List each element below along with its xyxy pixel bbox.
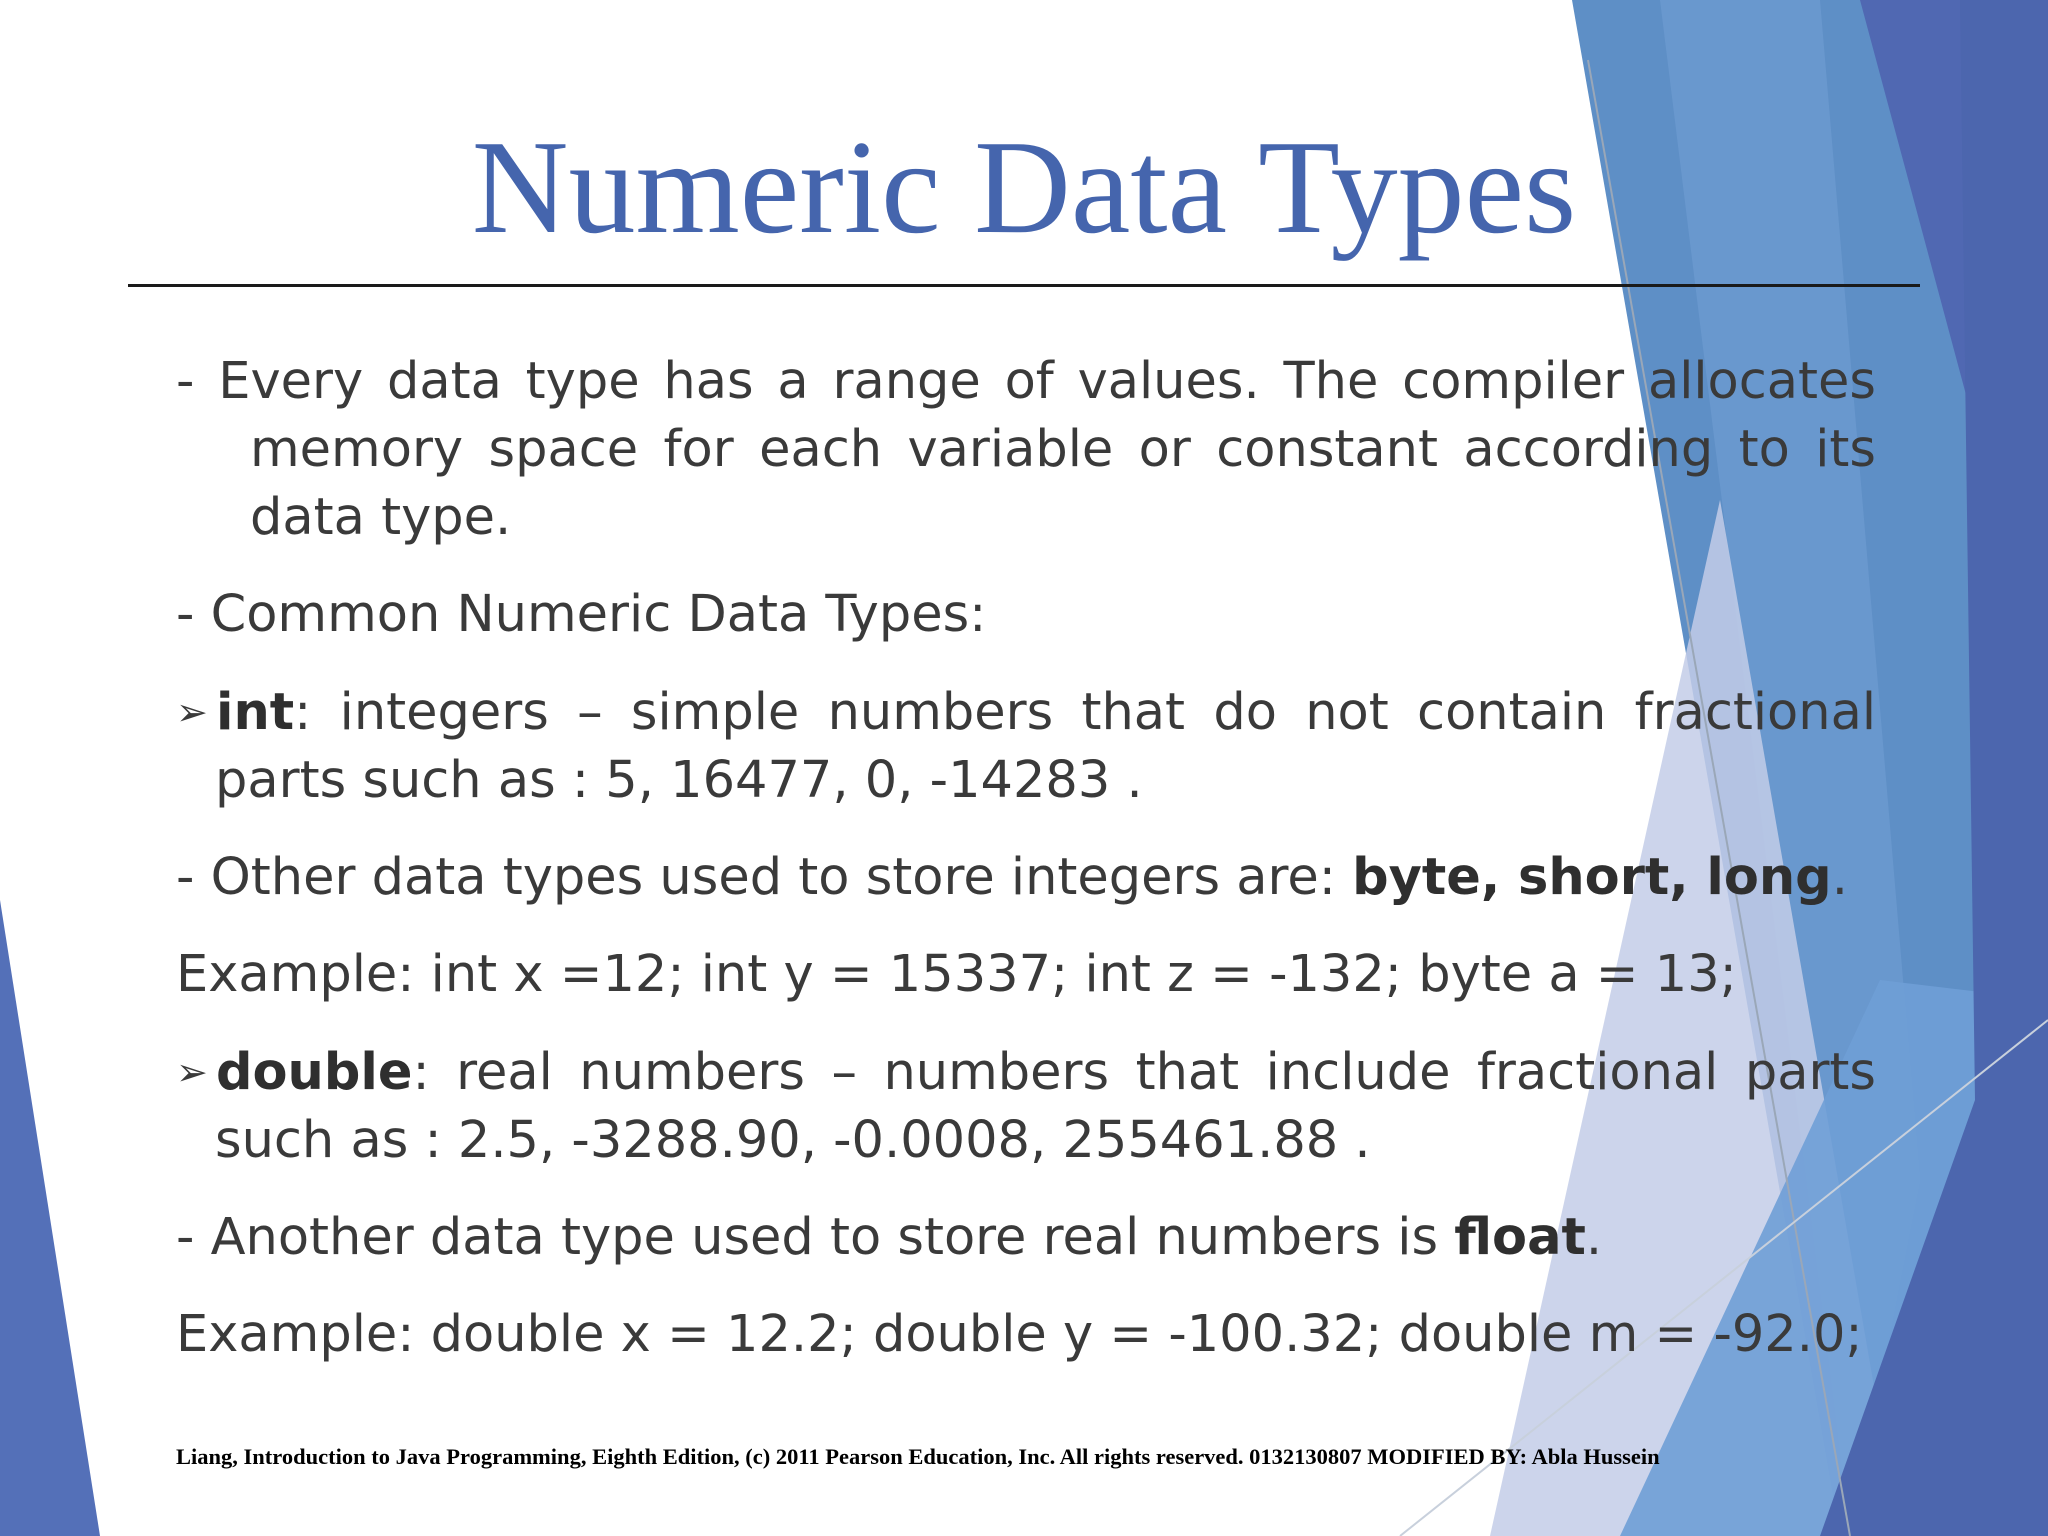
slide-footer-credit: Liang, Introduction to Java Programming, Eighth Edition, (c) 2011 Pearson Education, Inc. All rights reserved. 0132130807 MODIFIED BY: Abla Hussein (176, 1444, 1660, 1469)
slide-body (176, 348, 1876, 1398)
double-description: : real numbers – numbers that include fractional parts such as : 2.5, -3288.90, -0.0008, 255461.88 . (215, 1043, 1876, 1170)
example-int: Example: int x =12; int y = 15337; int z = -132; byte a = 13; (176, 945, 1737, 1004)
arrow-bullet-icon: ➢ (176, 690, 208, 734)
other-types-keywords: byte, short, long (1352, 848, 1832, 907)
bullet-double (176, 1038, 1876, 1175)
paragraph-data-type-range: - Every data type has a range of values. The compiler allocates memory space for each variable or constant according to its data type. (176, 352, 1876, 547)
paragraph-other-int-types (176, 844, 1876, 912)
example-double: Example: double x = 12.2; double y = -100.32; double m = -92.0; (176, 1305, 1863, 1364)
float-suffix: . (1585, 1208, 1603, 1267)
other-types-prefix: - Other data types used to store integers are: (176, 848, 1353, 907)
float-keyword: float (1454, 1208, 1586, 1267)
slide-title: Numeric Data Types (471, 113, 1577, 261)
left-wedge-shape (0, 900, 100, 1536)
bullet-int (176, 678, 1876, 815)
double-keyword: double (216, 1043, 413, 1102)
other-types-suffix: . (1831, 848, 1848, 907)
arrow-bullet-icon: ➢ (176, 1050, 208, 1094)
int-description: : integers – simple numbers that do not contain fractional parts such as : 5, 16477, 0, -14283 . (215, 683, 1876, 810)
paragraph-float-type (176, 1204, 1876, 1272)
int-keyword: int (216, 683, 295, 742)
float-prefix: - Another data type used to store real numbers is (176, 1208, 1455, 1267)
paragraph-common-types-heading: - Common Numeric Data Types: (176, 585, 987, 644)
title-divider (128, 284, 1920, 287)
